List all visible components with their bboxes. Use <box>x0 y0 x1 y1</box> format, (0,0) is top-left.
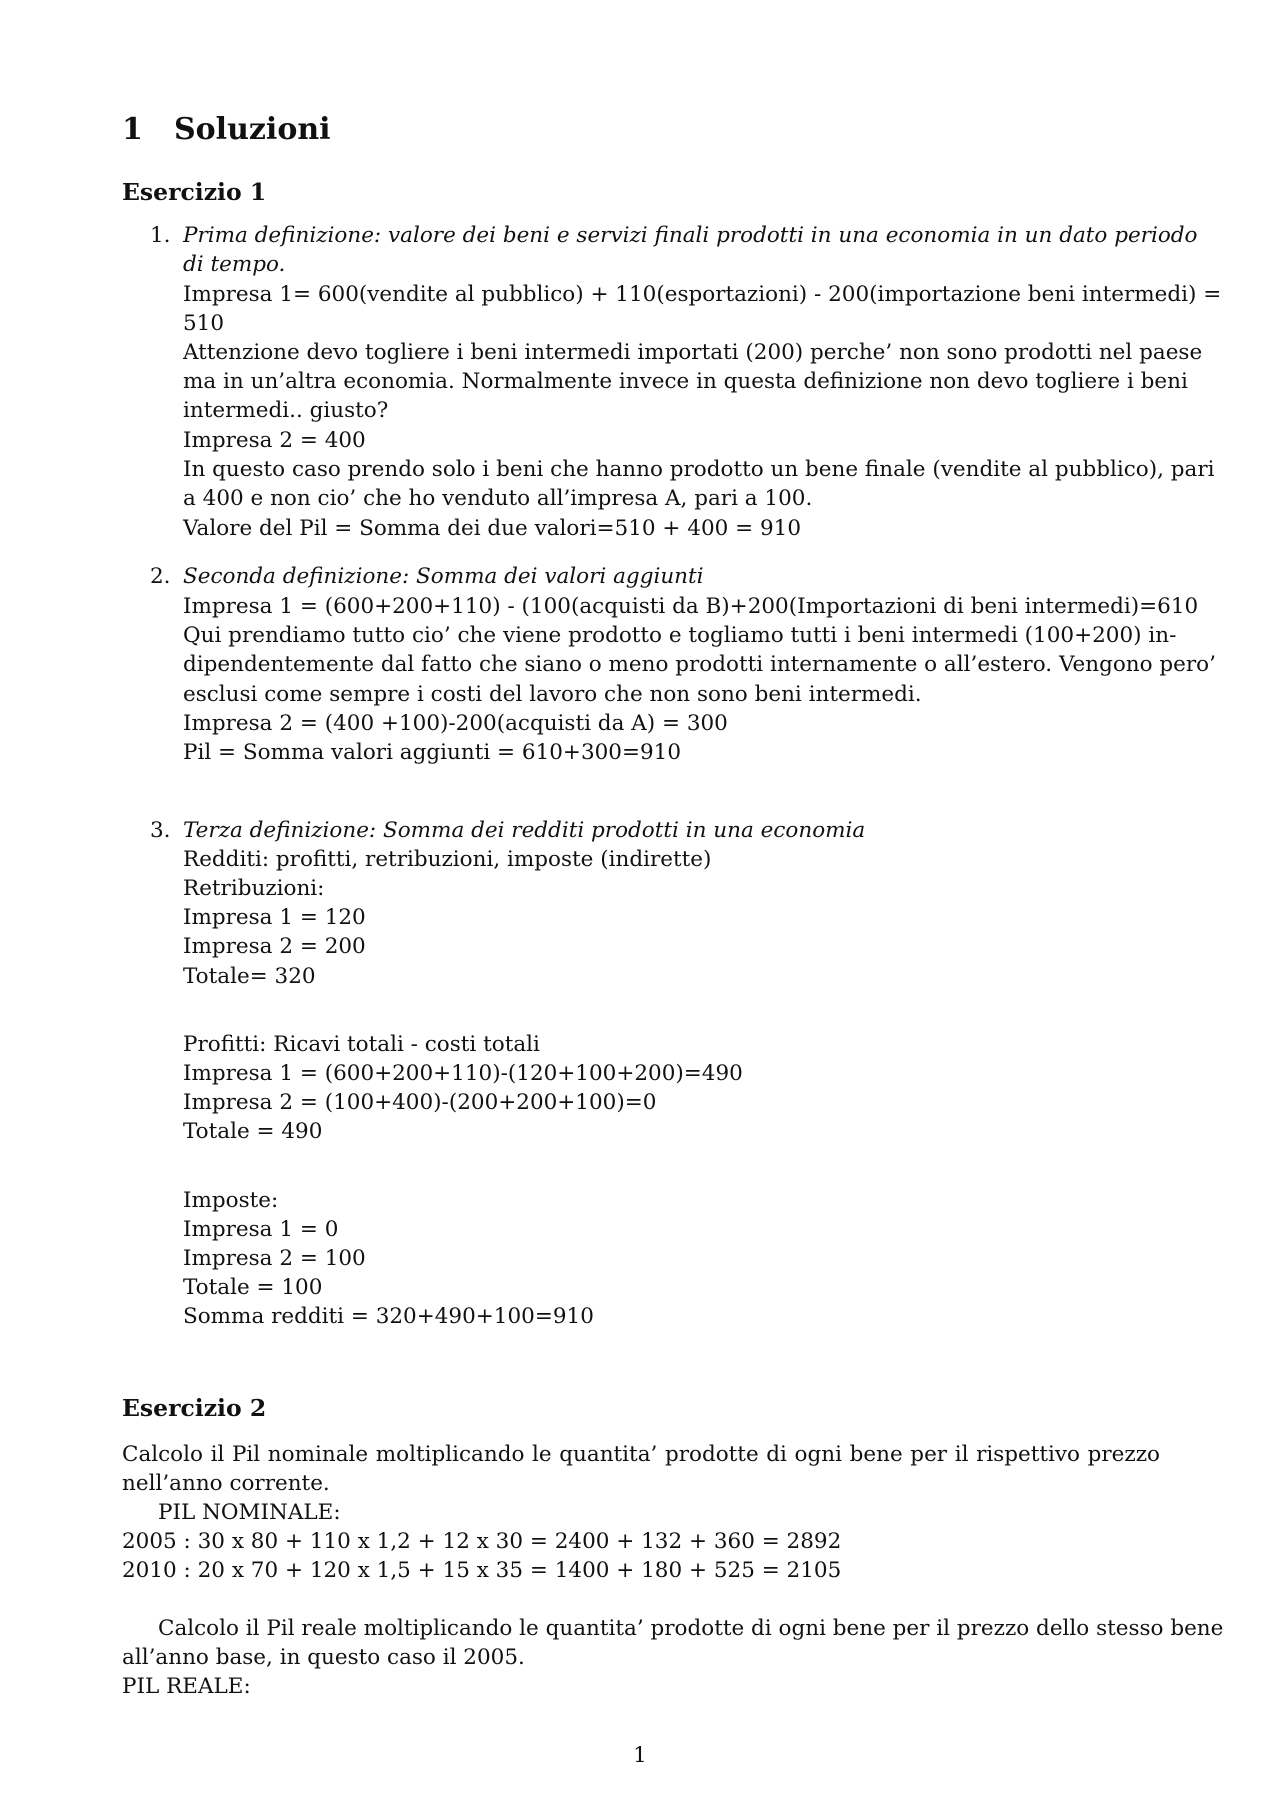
item-3-line: Retribuzioni: <box>183 876 325 901</box>
page-number: 1 <box>633 1743 647 1768</box>
ex2-line: Calcolo il Pil nominale moltiplicando le quantita’ prodotte di ogni bene per il rispettivo prezzo <box>122 1442 1160 1467</box>
item-1-line: Prima definizione: valore dei beni e servizi finali prodotti in una economia in un dato periodo <box>183 223 1198 248</box>
item-2-number: 2. <box>150 564 171 589</box>
item-1-number: 1. <box>150 223 171 248</box>
item-1-line: Valore del Pil = Somma dei due valori=510 + 400 = 910 <box>183 516 802 541</box>
item-3-line: Totale = 490 <box>183 1119 323 1144</box>
item-1-line: 510 <box>183 311 225 336</box>
ex2-line: Calcolo il Pil reale moltiplicando le quantita’ prodotte di ogni bene per il prezzo dello stesso bene <box>158 1616 1224 1641</box>
item-1-line: Attenzione devo togliere i beni intermedi importati (200) perche’ non sono prodotti nel paese <box>183 340 1203 365</box>
item-3-line: Impresa 2 = 100 <box>183 1246 366 1271</box>
nominal-row-2005: 2005 : 30 x 80 + 110 x 1,2 + 12 x 30 = 2400 + 132 + 360 = 2892 <box>122 1529 842 1554</box>
nominal-row-2010: 2010 : 20 x 70 + 120 x 1,5 + 15 x 35 = 1400 + 180 + 525 = 2105 <box>122 1558 842 1583</box>
item-3-number: 3. <box>150 818 171 843</box>
item-2-line: Seconda definizione: Somma dei valori aggiunti <box>183 564 704 589</box>
item-1-line: ma in un’altra economia. Normalmente invece in questa definizione non devo togliere i beni <box>183 369 1188 394</box>
item-3-line: Impresa 1 = (600+200+110)-(120+100+200)=490 <box>183 1061 743 1086</box>
item-1-line: di tempo. <box>183 252 286 277</box>
section-title: 1 Soluzioni <box>122 112 331 147</box>
item-3-line: Impresa 1 = 120 <box>183 905 366 930</box>
item-2-line: Pil = Somma valori aggiunti = 610+300=910 <box>183 740 682 765</box>
item-3-line: Redditi: profitti, retribuzioni, imposte (indirette) <box>183 847 712 872</box>
item-1-line: a 400 e non cio’ che ho venduto all’impresa A, pari a 100. <box>183 486 813 511</box>
item-2-line: Qui prendiamo tutto cio’ che viene prodotto e togliamo tutti i beni intermedi (100+200) in- <box>183 623 1177 648</box>
item-3-line: Totale = 100 <box>183 1275 323 1300</box>
exercise-1-heading: Esercizio 1 <box>122 178 267 206</box>
item-2-line: Impresa 1 = (600+200+110) - (100(acquisti da B)+200(Importazioni di beni intermedi)=610 <box>183 594 1199 619</box>
item-2-line: Impresa 2 = (400 +100)-200(acquisti da A) = 300 <box>183 711 728 736</box>
item-3-line: Imposte: <box>183 1188 279 1213</box>
item-3-line: Profitti: Ricavi totali - costi totali <box>183 1032 540 1057</box>
item-3-line: Impresa 2 = (100+400)-(200+200+100)=0 <box>183 1090 657 1115</box>
item-2-line: dipendentemente dal fatto che siano o meno prodotti internamente o all’estero. Vengono pero’ <box>183 652 1216 677</box>
item-3-line: Impresa 2 = 200 <box>183 934 366 959</box>
item-1-line: Impresa 2 = 400 <box>183 428 366 453</box>
nominal-label: PIL NOMINALE: <box>158 1500 341 1525</box>
item-1-line: intermedi.. giusto? <box>183 398 389 423</box>
item-3-line: Terza definizione: Somma dei redditi prodotti in una economia <box>183 818 866 843</box>
item-3-line: Totale= 320 <box>183 964 316 989</box>
exercise-2-heading: Esercizio 2 <box>122 1394 267 1422</box>
item-1-line: In questo caso prendo solo i beni che hanno prodotto un bene finale (vendite al pubblico), pari <box>183 457 1215 482</box>
real-label: PIL REALE: <box>122 1674 251 1699</box>
ex2-line: nell’anno corrente. <box>122 1471 330 1496</box>
ex2-line: all’anno base, in questo caso il 2005. <box>122 1645 525 1670</box>
item-3-line: Impresa 1 = 0 <box>183 1217 339 1242</box>
item-2-line: esclusi come sempre i costi del lavoro che non sono beni intermedi. <box>183 682 922 707</box>
item-1-line: Impresa 1= 600(vendite al pubblico) + 110(esportazioni) - 200(importazione beni intermedi) = <box>183 282 1222 307</box>
item-3-line: Somma redditi = 320+490+100=910 <box>183 1304 594 1329</box>
